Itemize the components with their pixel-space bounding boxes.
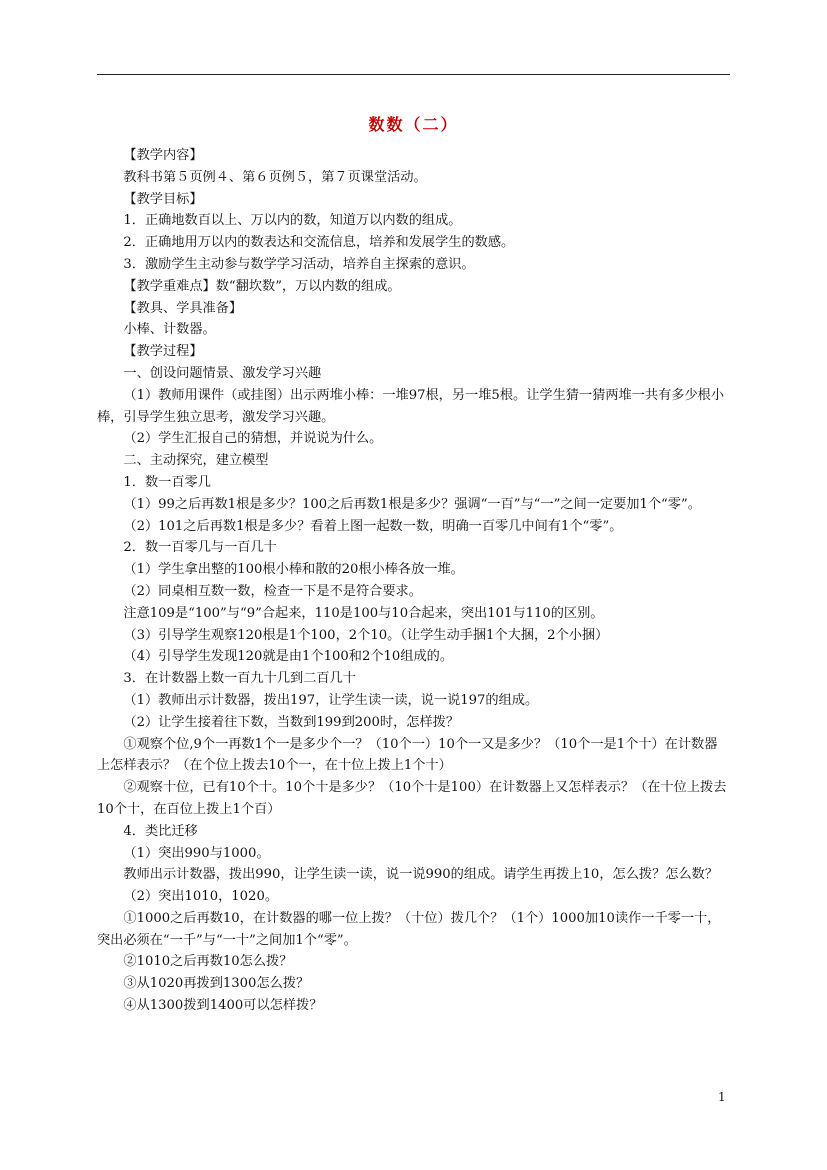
paragraph: （1）99之后再数1根是多少？100之后再数1根是多少？强调“一百”与“一”之间一定要加1个“零”。 xyxy=(123,496,701,512)
paragraph: ②观察十位，已有10个十。10个十是多少？（10个十是100）在计数器上又怎样表示？（在十位上拨去10个十，在百位上拨上1个百） xyxy=(97,780,727,817)
paragraph: （2）让学生接着往下数，当数到199到200时，怎样拨？ xyxy=(123,714,460,730)
paragraph: （1）教师出示计数器，拨出197，让学生读一读，说一说197的组成。 xyxy=(123,692,539,708)
paragraph: ③从1020再拨到1300怎么拨？ xyxy=(123,976,310,992)
paragraph: （2）学生汇报自己的猜想，并说说为什么。 xyxy=(123,431,383,447)
paragraph: （2）同桌相互数一数，检查一下是不是符合要求。 xyxy=(123,583,422,599)
paragraph: 小棒、计数器。 xyxy=(123,322,216,338)
header-rule xyxy=(97,74,730,75)
paragraph: 4．类比迁移 xyxy=(123,823,198,839)
paragraph: 【教具、学具准备】 xyxy=(123,300,243,316)
paragraph: （2）突出1010，1020。 xyxy=(123,889,279,905)
paragraph: （3）引导学生观察120根是1个100，2个10。（让学生动手捆1个大捆，2个小捆） xyxy=(123,627,609,643)
paragraph: 【教学过程】 xyxy=(123,344,203,360)
page-title: 数数（二） xyxy=(368,115,459,134)
paragraph: 二、主动探究，建立模型 xyxy=(123,453,269,469)
paragraph: 教师出示计数器，拨出990，让学生读一读，说一说990的组成。请学生再拨上10，怎么拨？怎么数？ xyxy=(123,867,719,883)
paragraph: 1．数一百零几 xyxy=(123,474,211,490)
paragraph: ②1010之后再数10怎么拨？ xyxy=(123,954,293,970)
paragraph: 教科书第５页例４、第６页例５，第７页课堂活动。 xyxy=(123,169,427,185)
paragraph: 注意109是“100”与“9”合起来，110是100与10合起来，突出101与110的区别。 xyxy=(123,605,604,621)
paragraph: 【教学目标】 xyxy=(123,191,203,207)
paragraph: （1）突出990与1000。 xyxy=(123,845,270,861)
document-body xyxy=(97,145,730,1017)
paragraph: 2．数一百零几与一百几十 xyxy=(123,540,277,556)
paragraph: 3．在计数器上数一百九十几到二百几十 xyxy=(123,671,356,687)
paragraph: ①观察个位,9个一再数1个一是多少个一？（10个一）10个一又是多少？（10个一是1个十）在计数器上怎样表示？（在个位上拨去10个一，在十位上拨上1个十） xyxy=(97,736,718,774)
paragraph: 3．激励学生主动参与数学学习活动，培养自主探索的意识。 xyxy=(123,256,475,272)
paragraph: （1）学生拿出整的100根小棒和散的20根小棒各放一堆。 xyxy=(123,562,464,578)
paragraph: （4）引导学生发现120就是由1个100和2个10组成的。 xyxy=(123,649,454,665)
page-number: 1 xyxy=(718,1090,726,1104)
paragraph: 【教学内容】 xyxy=(123,148,203,163)
paragraph: ④从1300拨到1400可以怎样拨？ xyxy=(123,998,323,1014)
paragraph: ①1000之后再数10，在计数器的哪一位上拨？（十位）拨几个？（1个）1000加10读作一千零一十，突出必须在“一千”与“一十”之间加1个“零”。 xyxy=(97,910,721,948)
paragraph: 一、创设问题情景、激发学习兴趣 xyxy=(123,365,322,381)
paragraph: 2．正确地用万以内的数表达和交流信息，培养和发展学生的数感。 xyxy=(123,235,515,251)
paragraph: 1．正确地数百以上、万以内的数，知道万以内数的组成。 xyxy=(123,213,462,229)
paragraph: 【教学重难点】数“翻坎数”，万以内数的组成。 xyxy=(123,278,401,294)
paragraph: （2）101之后再数1根是多少？看着上图一起数一数，明确一百零几中间有1个“零”。 xyxy=(123,518,623,534)
paragraph: （1）教师用课件（或挂图）出示两堆小棒：一堆97根，另一堆5根。让学生猜一猜两堆一共有多少根小棒，引导学生独立思考，激发学习兴趣。 xyxy=(97,387,725,425)
